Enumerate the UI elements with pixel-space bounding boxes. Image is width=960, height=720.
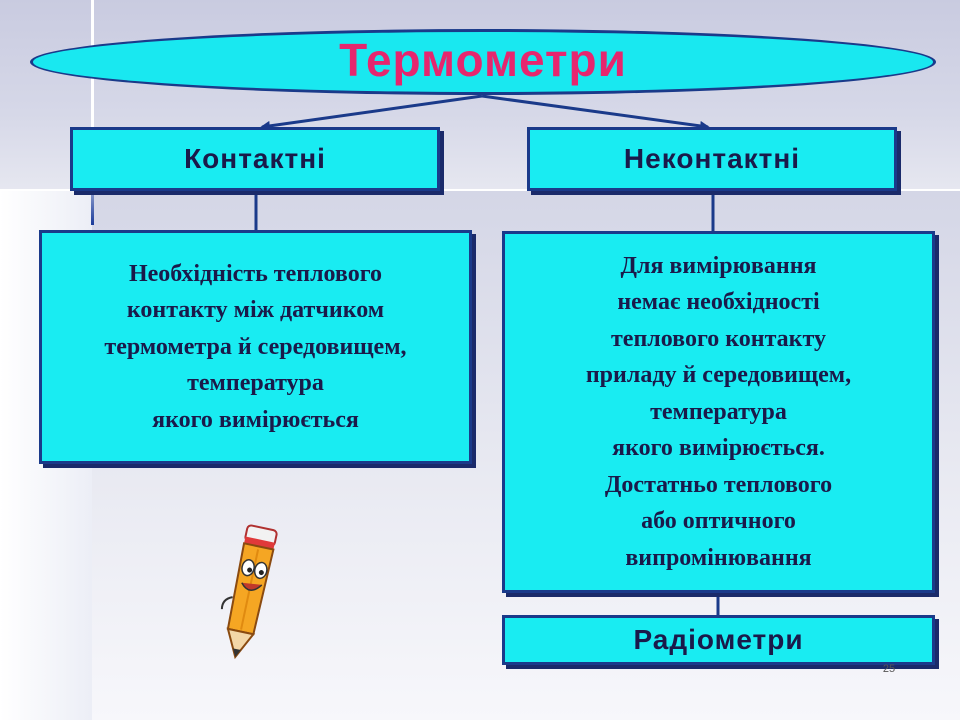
noncontact-description-line: якого вимірюється. (612, 435, 825, 462)
noncontact-description-line: теплового контакту (611, 325, 826, 352)
noncontact-description-line: температура (650, 398, 787, 425)
noncontact-description-line: випромінювання (625, 544, 812, 571)
contact-category-box (70, 127, 440, 191)
noncontact-description-box (502, 231, 935, 593)
radiometers-box (502, 615, 935, 665)
contact-description-box (39, 230, 472, 464)
noncontact-description (586, 248, 851, 577)
noncontact-description-line: Для вимірювання (620, 252, 817, 279)
radiometers-label: Радіометри (633, 624, 804, 655)
noncontact-category-box (527, 127, 897, 191)
contact-description (104, 256, 406, 439)
contact-description-line: термометра й середовищем, (104, 333, 407, 360)
contact-description-line: якого вимірюється (152, 406, 359, 433)
contact-description-line: температура (187, 370, 324, 397)
contact-description-line: контакту між датчиком (126, 297, 385, 324)
diagram-title: Термометри (339, 34, 627, 86)
slide-number: 25 (882, 663, 896, 675)
noncontact-description-line: Достатньо теплового (604, 471, 833, 498)
pencil-character-icon (212, 520, 282, 665)
contact-category-label: Контактні (184, 143, 326, 174)
noncontact-category-label: Неконтактні (623, 143, 801, 174)
contact-description-line: Необхідність теплового (128, 260, 383, 287)
noncontact-description-line: або оптичного (641, 508, 796, 535)
arrow-to-contact (262, 96, 482, 127)
arrow-to-noncontact (482, 96, 708, 127)
title-ellipse (30, 29, 936, 95)
noncontact-description-line: немає необхідності (617, 289, 820, 316)
noncontact-description-line: приладу й середовищем, (585, 362, 852, 389)
